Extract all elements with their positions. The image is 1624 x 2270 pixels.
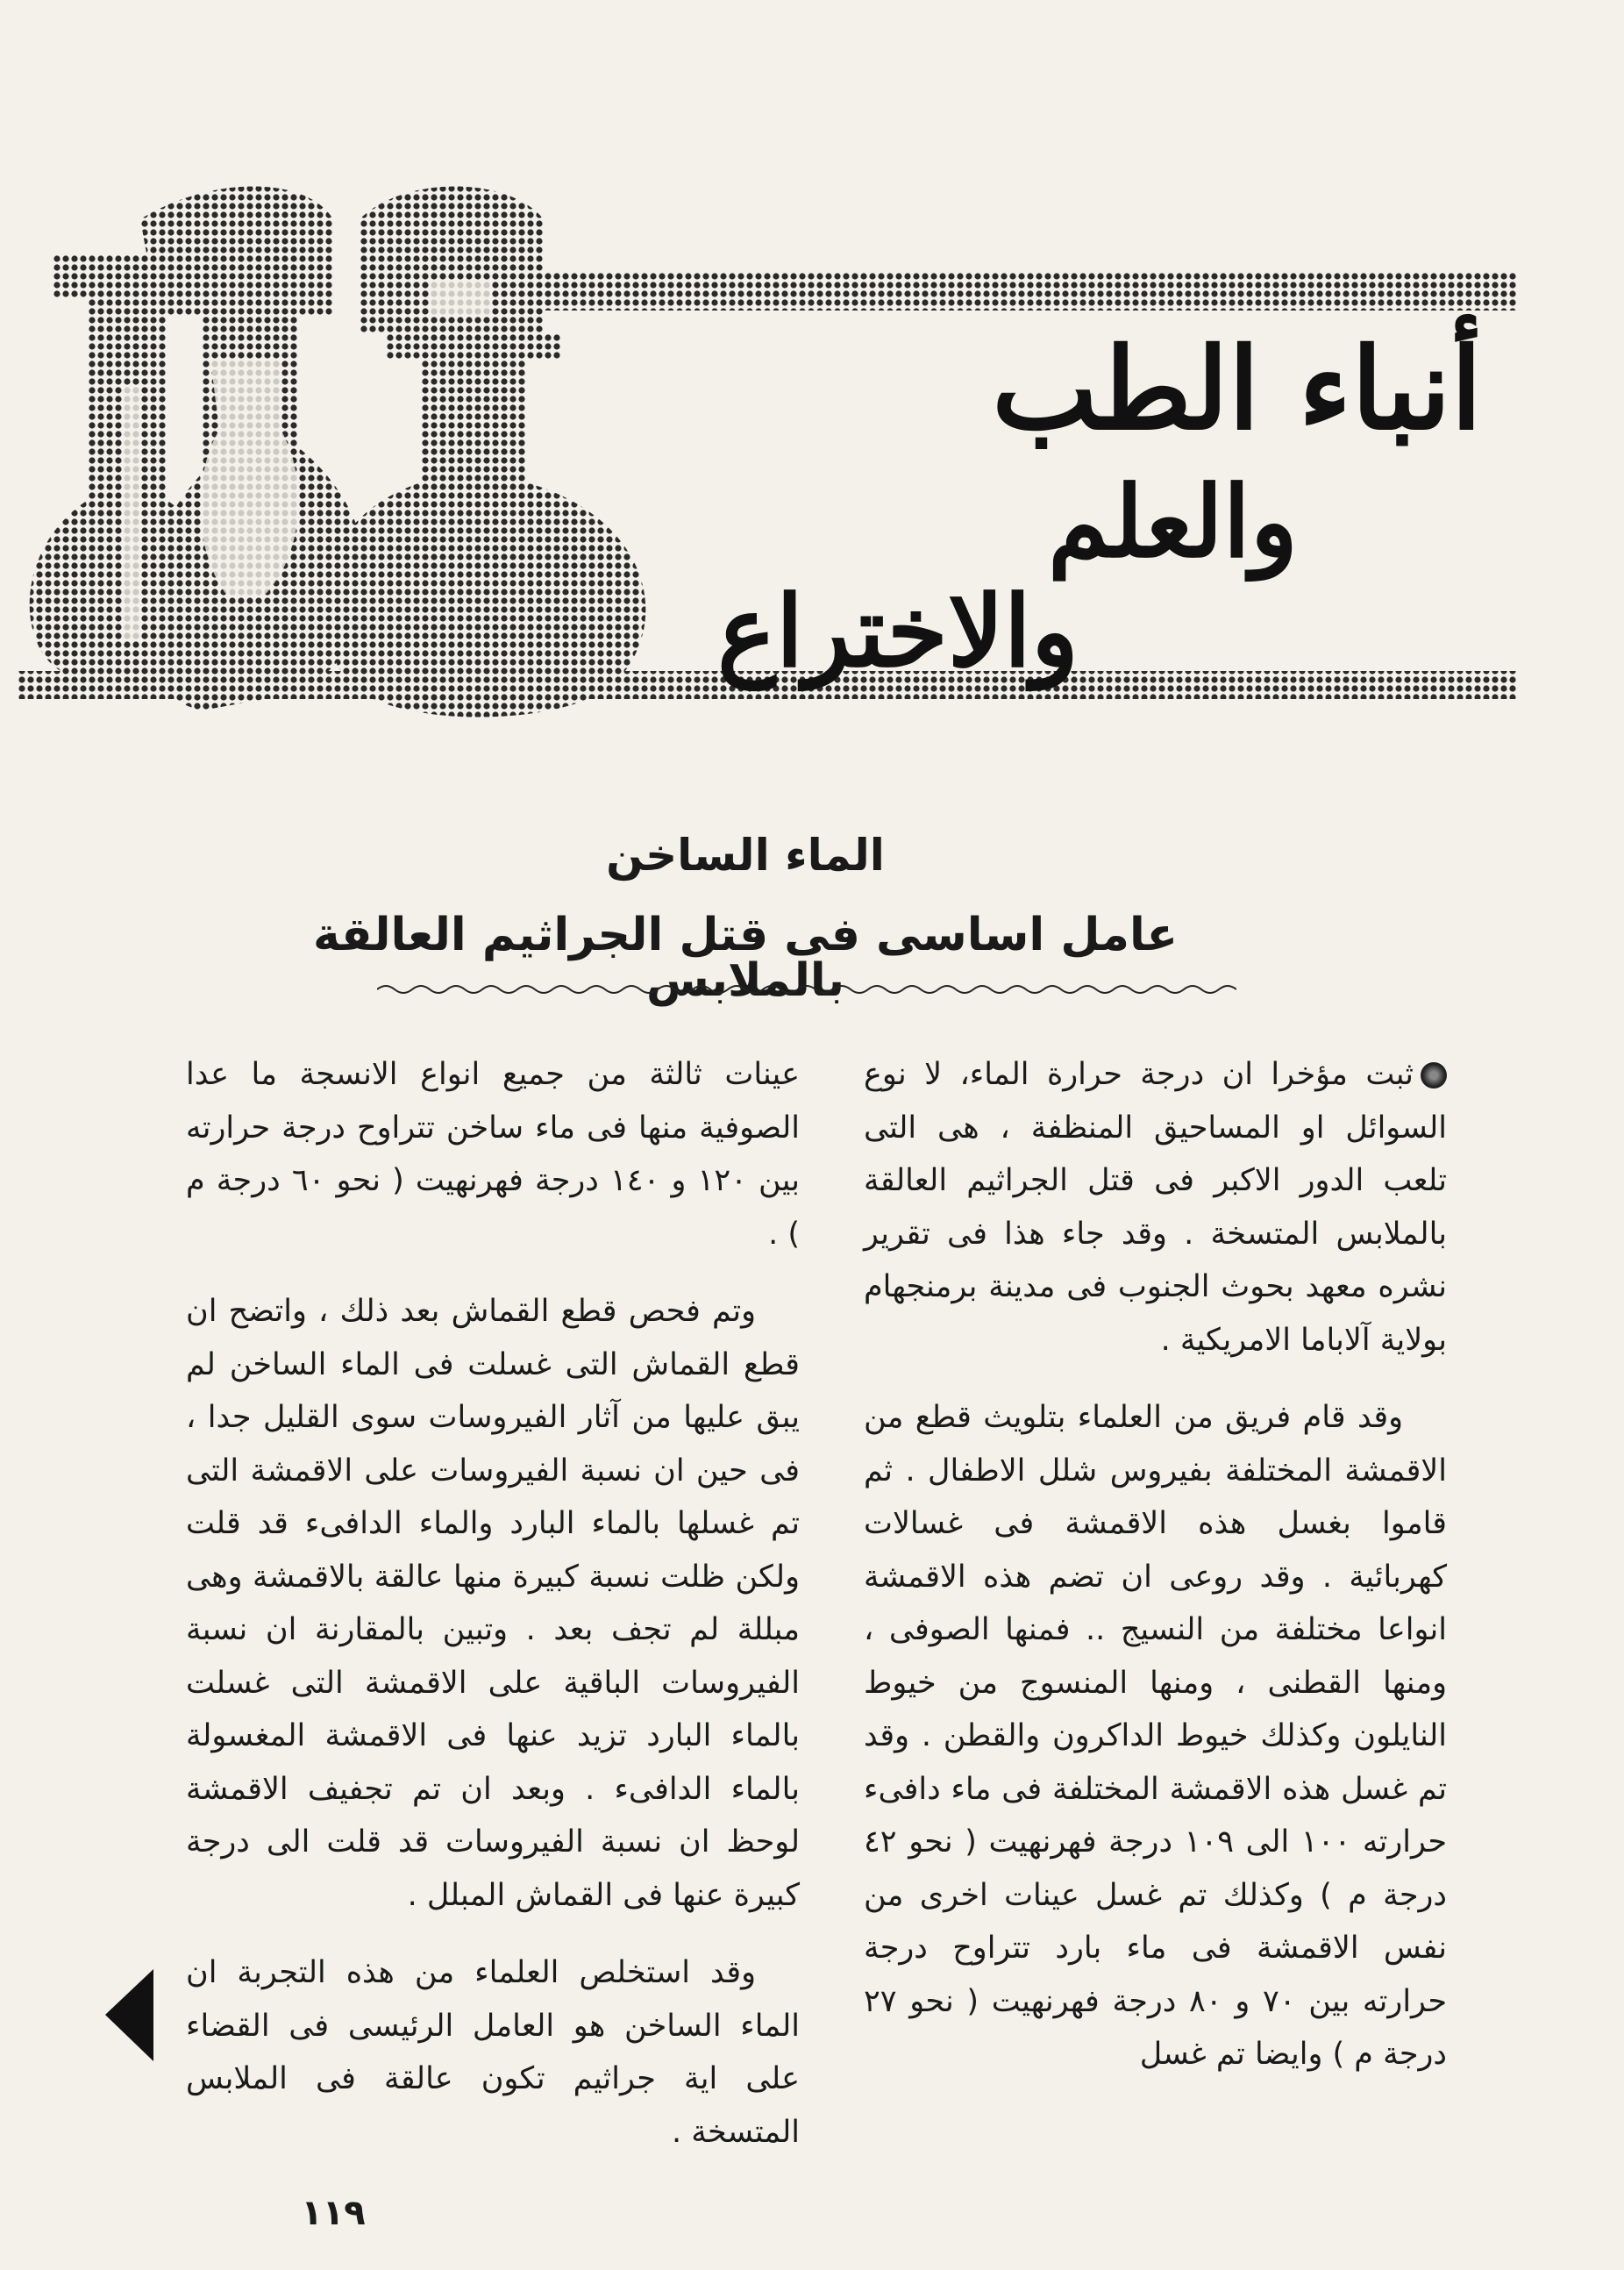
paragraph: عينات ثالثة من جميع انواع الانسجة ما عدا الصوفية منها فى ماء ساخن تتراوح درجة حرارته بين ١٢٠ و ١٤٠ درجة فهرنهيت ( نحو ٦٠ درجة م ) . <box>186 1057 801 1252</box>
article-column-right <box>864 1048 1447 2106</box>
page-number: ١١٩ <box>301 2193 366 2233</box>
banner-title-line1: أنباء الطب <box>992 324 1482 455</box>
continue-arrow-icon <box>105 1969 153 2061</box>
banner-title-line3: والاختراع <box>717 575 1079 689</box>
bullet-dot-icon <box>1421 1062 1447 1089</box>
paragraph: وتم فحص قطع القماش بعد ذلك ، واتضح ان قطع القماش التى غسلت فى الماء الساخن لم يبق عليها من آثار الفيروسات سوى القليل جدا ، فى حين ان نسبة الفيروسات على الاقمشة التى تم غسلها بالماء البارد والماء الدافىء قد قلت ولكن ظلت نسبة كبيرة منها عالقة بالاقمشة وهى مبللة لم تجف بعد . وتبين بالمقارنة ان نسبة الفيروسات الباقية على الاقمشة التى غسلت بالماء البارد تزيد عنها فى الاقمشة المغسولة بالماء الدافىء . وبعد ان تم تجفيف الاقمشة لوحظ ان نسبة الفيروسات قد قلت الى درجة كبيرة عنها فى القماش المبلل . <box>186 1294 800 1913</box>
paragraph: ثبت مؤخرا ان درجة حرارة الماء، لا نوع السوائل او المساحيق المنظفة ، هى التى تلعب الدور الاكبر فى قتل الجراثيم العالقة بالملابس المتسخة . وقد جاء هذا فى تقرير نشره معهد بحوث الجنوب فى مدينة برمنجهام بولاية آلاباما الامريكية . <box>864 1057 1447 1358</box>
article-subheadline: عامل اساسى فى قتل الجراثيم العالقة بالملابس <box>313 909 1178 1007</box>
section-banner <box>18 184 1517 754</box>
wavy-underline <box>377 981 1236 998</box>
article-headline: الماء الساخن <box>606 830 885 881</box>
article-column-left <box>186 1048 800 2183</box>
paragraph: وقد قام فريق من العلماء بتلويث قطع من الاقمشة المختلفة بفيروس شلل الاطفال . ثم قاموا بغسل هذه الاقمشة فى غسالات كهربائية . وقد روعى ان تضم هذه الاقمشة انواعا مختلفة من النسيج .. فمنها الصوفى ، ومنها القطنى ، ومنها المنسوج من خيوط النايلون وكذلك خيوط الداكرون والقطن . وقد تم غسل هذه الاقمشة المختلفة فى ماء دافىء حرارته ١٠٠ الى ١٠٩ درجة فهرنهيت ( نحو ٤٢ درجة م ) وكذلك تم غسل عينات اخرى من نفس الاقمشة فى ماء بارد تتراوح درجة حرارته بين ٧٠ و ٨٠ درجة فهرنهيت ( نحو ٢٧ درجة م ) وايضا تم غسل <box>864 1400 1447 2072</box>
paragraph: وقد استخلص العلماء من هذه التجربة ان الماء الساخن هو العامل الرئيسى فى القضاء على اية جراثيم تكون عالقة فى الملابس المتسخة . <box>186 1955 800 2150</box>
banner-title-line2: والعلم <box>1048 465 1298 580</box>
